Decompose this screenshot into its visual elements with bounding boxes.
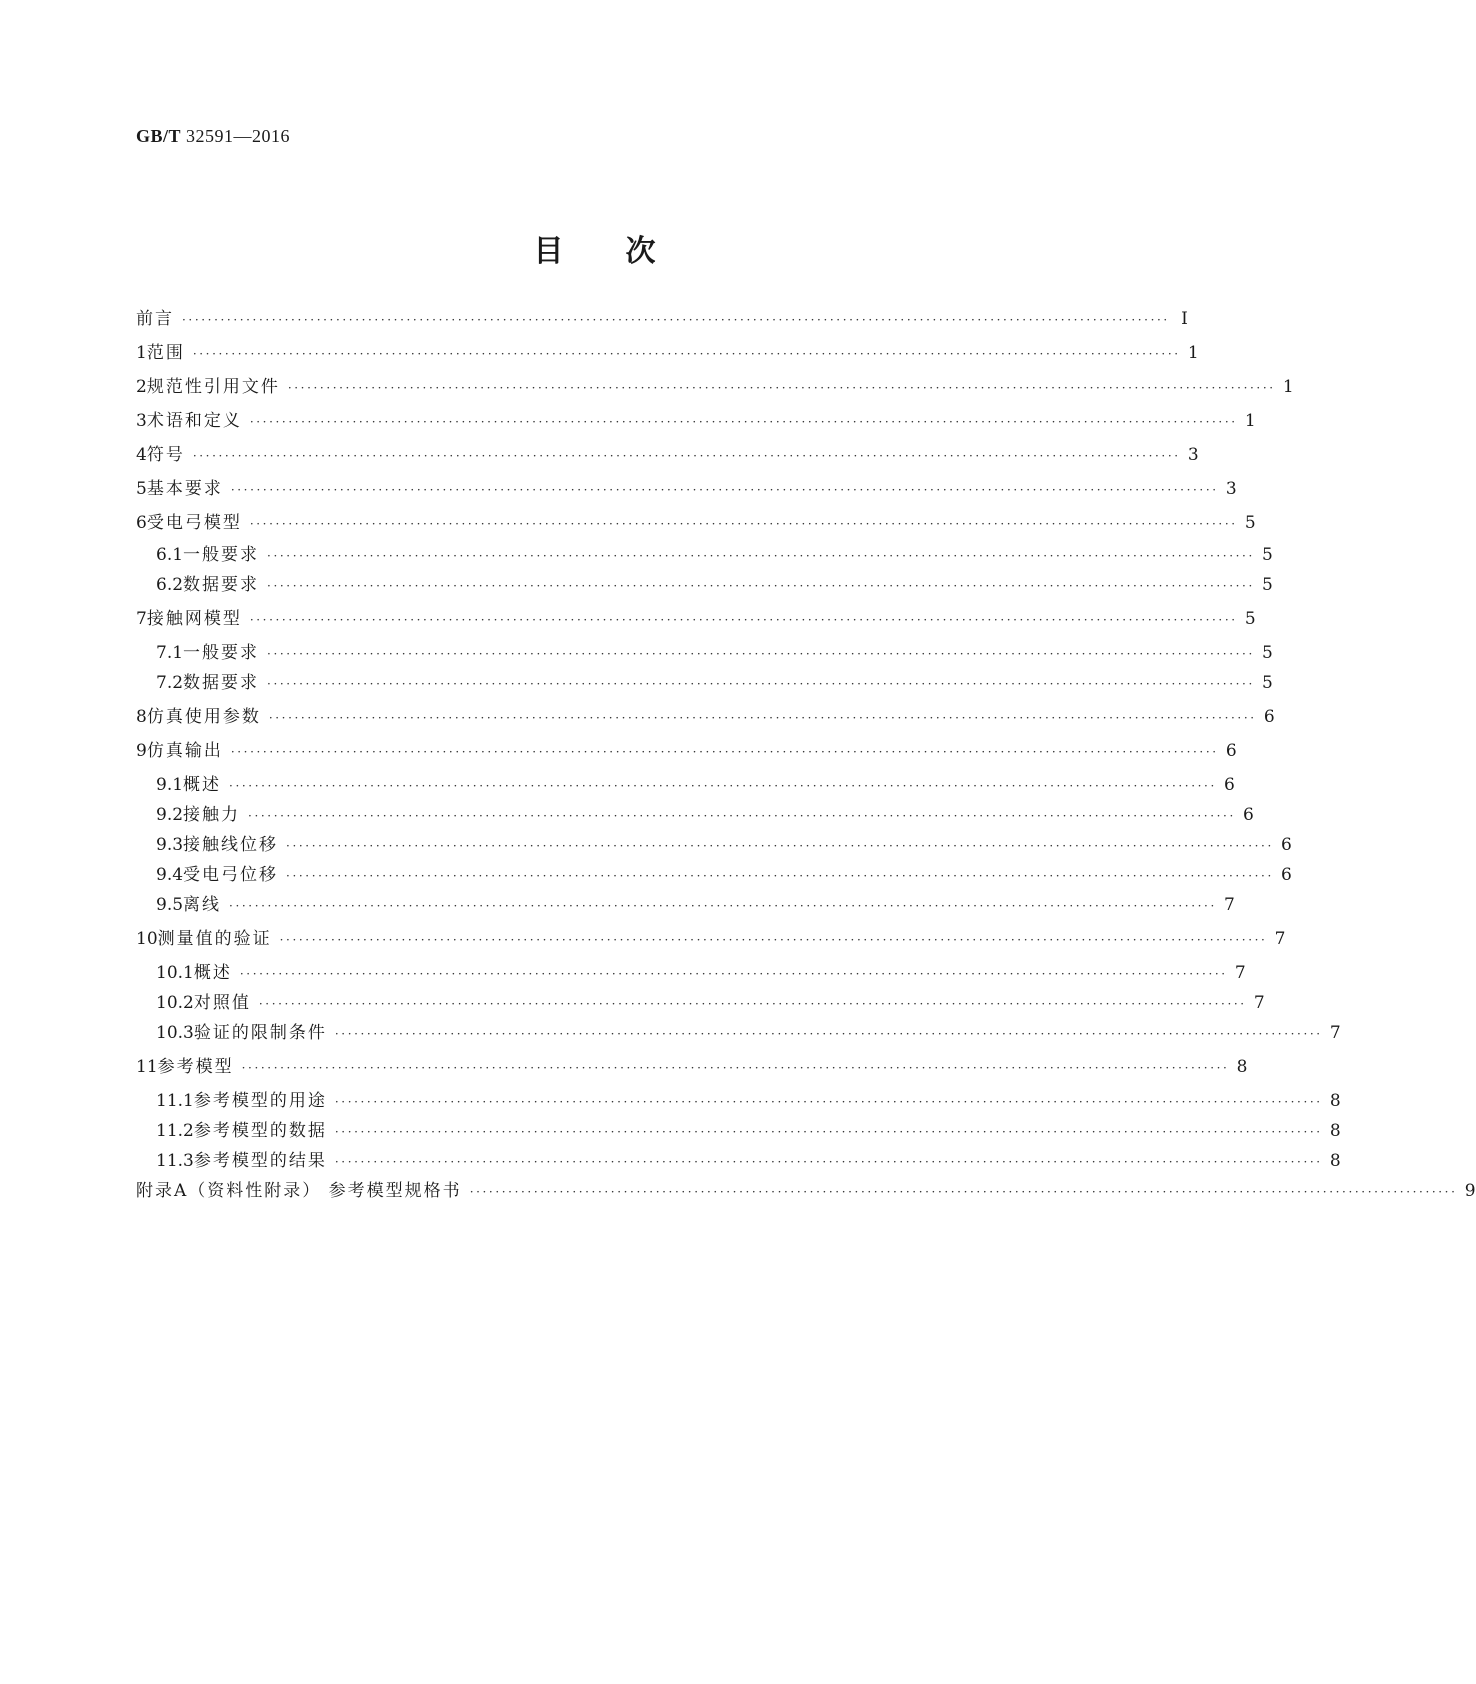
toc-row[interactable]: 10 测量值的验证 ·························································································································································· 7 bbox=[136, 929, 1286, 949]
toc-row[interactable]: 3 术语和定义 ·························································································································································· 1 bbox=[136, 411, 1256, 431]
toc-row[interactable]: 11 参考模型 ·························································································································································· 8 bbox=[136, 1057, 1248, 1077]
title-char-1: 目 bbox=[533, 234, 566, 269]
toc-row[interactable]: 2 规范性引用文件 ·························································································································································· 1 bbox=[136, 377, 1294, 397]
toc-row[interactable]: 9.1 概述 ·························································································································································· 6 bbox=[156, 775, 1235, 795]
title-char-2: 次 bbox=[625, 234, 658, 269]
toc-row[interactable]: 11.2 参考模型的数据 ·························································································································································· 8 bbox=[156, 1121, 1341, 1141]
page-title bbox=[0, 226, 1191, 270]
toc-row-foreword[interactable]: 前言 ·························································································································································· Ⅰ bbox=[136, 309, 1188, 329]
toc-row[interactable]: 9.2 接触力 ·························································································································································· 6 bbox=[156, 805, 1254, 825]
toc-row[interactable]: 5 基本要求 ·························································································································································· 3 bbox=[136, 479, 1237, 499]
toc-row[interactable]: 6.2 数据要求 ·························································································································································· 5 bbox=[156, 575, 1273, 595]
toc-row[interactable]: 7.2 数据要求 ·························································································································································· 5 bbox=[156, 673, 1273, 693]
standard-prefix: GB/T bbox=[136, 126, 182, 146]
toc-row[interactable]: 11.1 参考模型的用途 ·························································································································································· 8 bbox=[156, 1091, 1341, 1111]
toc-row[interactable]: 6 受电弓模型 ·························································································································································· 5 bbox=[136, 513, 1256, 533]
toc-row[interactable]: 8 仿真使用参数 ·························································································································································· 6 bbox=[136, 707, 1275, 727]
toc-row[interactable]: 9.5 离线 ·························································································································································· 7 bbox=[156, 895, 1235, 915]
toc-row[interactable]: 10.3 验证的限制条件 ·························································································································································· 7 bbox=[156, 1023, 1341, 1043]
toc-row[interactable]: 6.1 一般要求 ·························································································································································· 5 bbox=[156, 545, 1273, 565]
standard-code bbox=[136, 126, 290, 147]
standard-number: 32591—2016 bbox=[186, 126, 291, 146]
toc-row[interactable]: 10.1 概述 ·························································································································································· 7 bbox=[156, 963, 1246, 983]
toc-row[interactable]: 9.4 受电弓位移 ·························································································································································· 6 bbox=[156, 865, 1292, 885]
toc-row[interactable]: 11.3 参考模型的结果 ·························································································································································· 8 bbox=[156, 1151, 1341, 1171]
toc-row[interactable]: 10.2 对照值 ·························································································································································· 7 bbox=[156, 993, 1265, 1013]
toc-row[interactable]: 7 接触网模型 ·························································································································································· 5 bbox=[136, 609, 1256, 629]
toc-row[interactable]: 9.3 接触线位移 ·························································································································································· 6 bbox=[156, 835, 1292, 855]
toc-row[interactable]: 1 范围 ·························································································································································· 1 bbox=[136, 343, 1199, 363]
toc-row[interactable]: 9 仿真输出 ·························································································································································· 6 bbox=[136, 741, 1237, 761]
toc-row-appendix-a[interactable]: 附录A（资料性附录） 参考模型规格书 ·························································································································································· 9 bbox=[136, 1181, 1476, 1201]
toc-row[interactable]: 7.1 一般要求 ·························································································································································· 5 bbox=[156, 643, 1273, 663]
toc-row[interactable]: 4 符号 ·························································································································································· 3 bbox=[136, 445, 1199, 465]
